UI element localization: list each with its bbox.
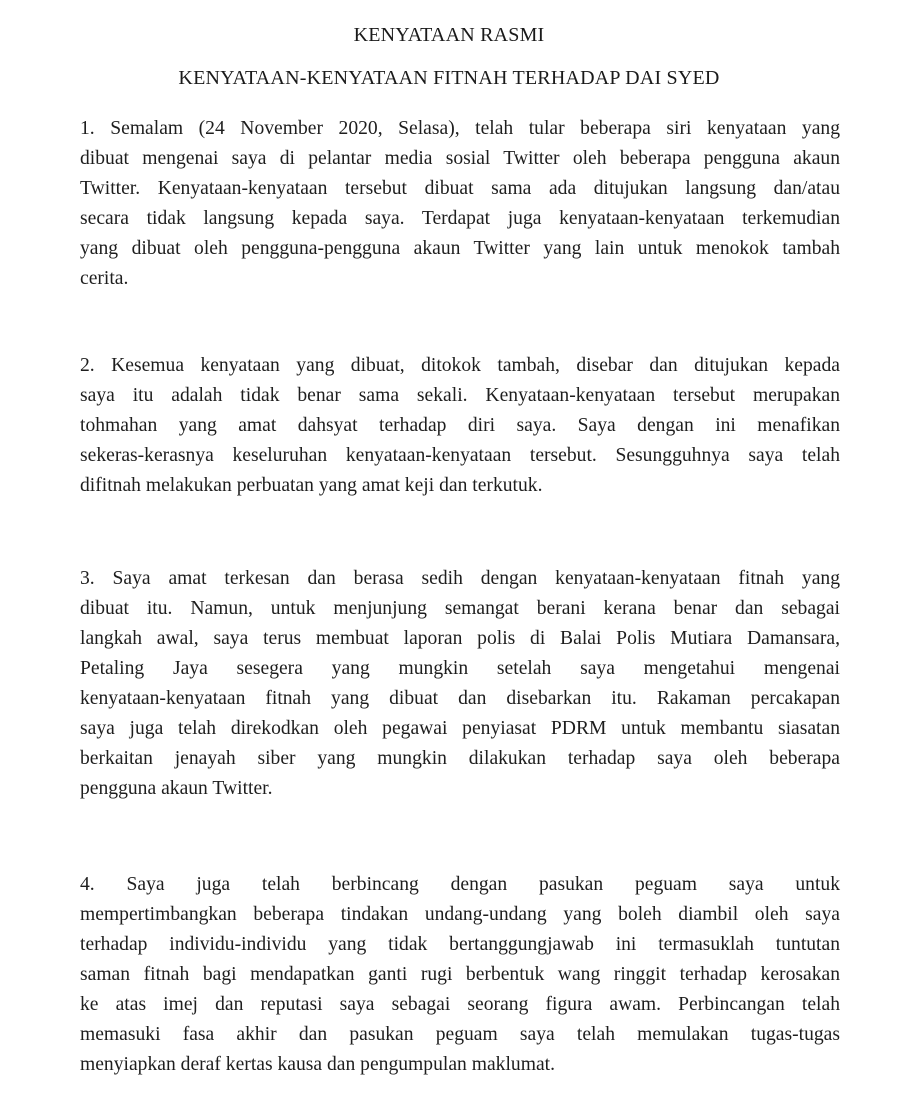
paragraph-line: saya juga telah direkodkan oleh pegawai penyiasat PDRM untuk membantu siasatan (80, 718, 840, 739)
paragraph-line: ke atas imej dan reputasi saya sebagai seorang figura awam. Perbincangan telah (80, 994, 840, 1015)
paragraph-line: dibuat itu. Namun, untuk menjunjung semangat berani kerana benar dan sebagai (80, 598, 840, 619)
paragraph-line: secara tidak langsung kepada saya. Terdapat juga kenyataan-kenyataan terkemudian (80, 208, 840, 229)
paragraph-2 (80, 351, 840, 501)
document-title: KENYATAAN RASMI (353, 24, 545, 46)
paragraph-line: 3. Saya amat terkesan dan berasa sedih dengan kenyataan-kenyataan fitnah yang (80, 568, 840, 589)
paragraph-1 (80, 114, 840, 294)
paragraph-4 (80, 870, 840, 1080)
paragraph-line: saya itu adalah tidak benar sama sekali. Kenyataan-kenyataan tersebut merupakan (80, 385, 840, 406)
paragraph-3 (80, 564, 840, 804)
paragraph-line: langkah awal, saya terus membuat laporan polis di Balai Polis Mutiara Damansara, (80, 628, 840, 649)
paragraph-line: terhadap individu-individu yang tidak bertanggungjawab ini termasuklah tuntutan (80, 934, 840, 955)
paragraph-line: difitnah melakukan perbuatan yang amat keji dan terkutuk. (80, 475, 543, 496)
paragraph-line: menyiapkan deraf kertas kausa dan pengumpulan maklumat. (80, 1054, 555, 1075)
paragraph-line: kenyataan-kenyataan fitnah yang dibuat dan disebarkan itu. Rakaman percakapan (80, 688, 840, 709)
paragraph-line: cerita. (80, 268, 129, 289)
paragraph-line: yang dibuat oleh pengguna-pengguna akaun Twitter yang lain untuk menokok tambah (80, 238, 840, 259)
document-subtitle: KENYATAAN-KENYATAAN FITNAH TERHADAP DAI SYED (178, 67, 720, 89)
paragraph-line: Twitter. Kenyataan-kenyataan tersebut dibuat sama ada ditujukan langsung dan/atau (80, 178, 840, 199)
paragraph-line: sekeras-kerasnya keseluruhan kenyataan-kenyataan tersebut. Sesungguhnya saya telah (80, 445, 840, 466)
paragraph-line: memasuki fasa akhir dan pasukan peguam saya telah memulakan tugas-tugas (80, 1024, 840, 1045)
paragraph-line: 2. Kesemua kenyataan yang dibuat, ditokok tambah, disebar dan ditujukan kepada (80, 355, 840, 376)
paragraph-line: 1. Semalam (24 November 2020, Selasa), telah tular beberapa siri kenyataan yang (80, 118, 840, 139)
paragraph-line: 4. Saya juga telah berbincang dengan pasukan peguam saya untuk (80, 874, 840, 895)
paragraph-line: berkaitan jenayah siber yang mungkin dilakukan terhadap saya oleh beberapa (80, 748, 840, 769)
paragraph-line: saman fitnah bagi mendapatkan ganti rugi berbentuk wang ringgit terhadap kerosakan (80, 964, 840, 985)
paragraph-line: mempertimbangkan beberapa tindakan undang-undang yang boleh diambil oleh saya (80, 904, 840, 925)
paragraph-line: Petaling Jaya sesegera yang mungkin setelah saya mengetahui mengenai (80, 658, 840, 679)
paragraph-line: pengguna akaun Twitter. (80, 778, 273, 799)
paragraph-line: tohmahan yang amat dahsyat terhadap diri saya. Saya dengan ini menafikan (80, 415, 840, 436)
paragraph-line: dibuat mengenai saya di pelantar media sosial Twitter oleh beberapa pengguna akaun (80, 148, 840, 169)
